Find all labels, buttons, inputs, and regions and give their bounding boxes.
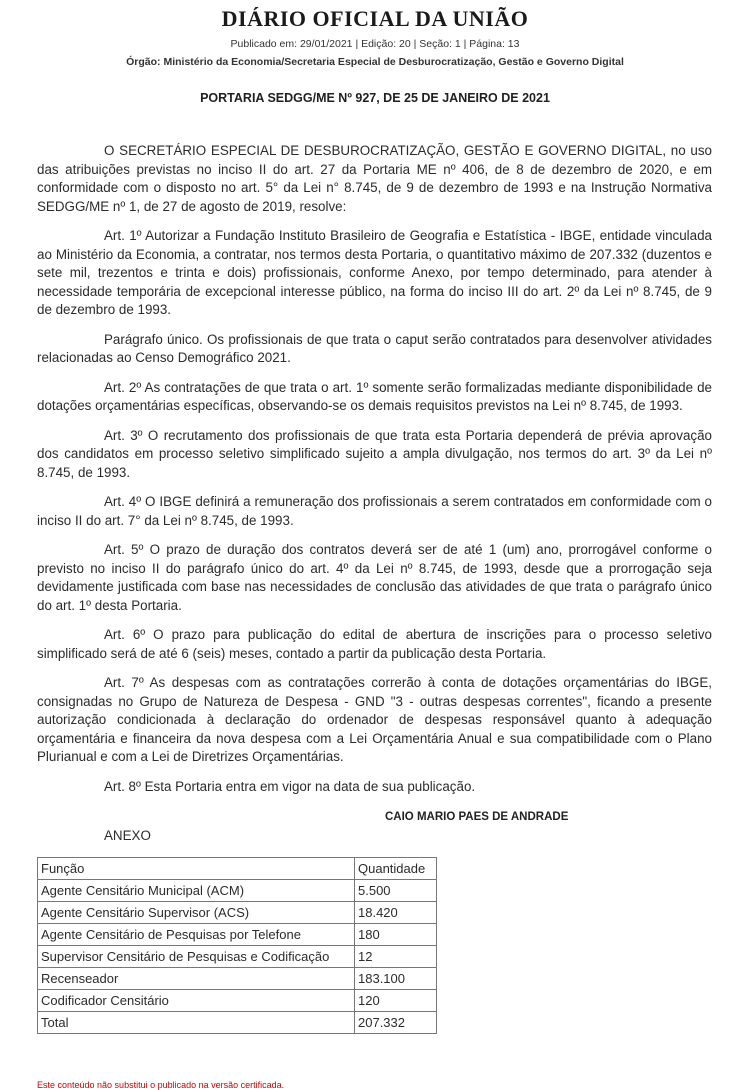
annex-label: ANEXO <box>104 828 151 843</box>
document-body <box>37 142 712 1034</box>
cell-quantity: 207.332 <box>355 1012 437 1034</box>
article-5: Art. 5º O prazo de duração dos contratos deverá ser de até 1 (um) ano, prorrogável conforme o previsto no inciso II do parágrafo único do art. 4º da Lei nº 8.745, de 1993, desde que a prorrogação seja devidamente justificada com base nas necessidades de conclusão das atividades de que trata o parágrafo único do art. 1º desta Portaria. <box>37 542 712 613</box>
sole-paragraph: Parágrafo único. Os profissionais de que trata o caput serão contratados para desenvolver atividades relacionadas ao Censo Demográfico 2021. <box>37 331 712 365</box>
document-page <box>0 6 750 1090</box>
header-quantity: Quantidade <box>355 858 437 880</box>
cell-quantity: 180 <box>355 924 437 946</box>
disclaimer-text: Este conteúdo não substitui o publicado na versão certificada. <box>37 1080 285 1090</box>
table-row <box>38 968 437 990</box>
article-3: Art. 3º O recrutamento dos profissionais de que trata esta Portaria dependerá de prévia aprovação dos candidatos em processo seletivo simplificado sujeito a ampla divulgação, nos termos do art. 3º da Lei nº 8.745, de 1993. <box>37 427 712 480</box>
cell-quantity: 183.100 <box>355 968 437 990</box>
article-7: Art. 7º As despesas com as contratações correrão à conta de dotações orçamentárias do IBGE, consignadas no Grupo de Natureza de Despesa - GND "3 - outras despesas correntes", ficando a presente autorização condicionada à declaração do ordenador de despesas responsável quanto à adequação orçamentária e financeira da nova despesa com a Lei Orçamentária Anual e sua compatibilidade com o Plano Plurianual e com a Lei de Diretrizes Orçamentárias. <box>37 675 712 764</box>
cell-quantity: 18.420 <box>355 902 437 924</box>
article-1: Art. 1º Autorizar a Fundação Instituto Brasileiro de Geografia e Estatística - IBGE, entidade vinculada ao Ministério da Economia, a contratar, nos termos desta Portaria, o quantitativo máximo de 207.332 (duzentos e sete mil, trezentos e trinta e dois) profissionais, conforme Anexo, por tempo determinado, para atender à necessidade temporária de excepcional interesse público, na forma do inciso III do art. 2º da Lei nº 8.745, de 9 de dezembro de 1993. <box>37 228 712 317</box>
cell-function: Codificador Censitário <box>38 990 355 1012</box>
article-8: Art. 8º Esta Portaria entra em vigor na data de sua publicação. <box>104 778 476 794</box>
article-4: Art. 4º O IBGE definirá a remuneração dos profissionais a serem contratados em conformidade com o inciso II do art. 7° da Lei nº 8.745, de 1993. <box>37 494 712 528</box>
table-row <box>38 902 437 924</box>
table-row <box>38 880 437 902</box>
cell-function: Recenseador <box>38 968 355 990</box>
annex-table <box>37 857 437 1034</box>
table-row <box>38 924 437 946</box>
header-function: Função <box>38 858 355 880</box>
cell-function: Agente Censitário Supervisor (ACS) <box>38 902 355 924</box>
cell-function: Total <box>38 1012 355 1034</box>
preamble-paragraph: O SECRETÁRIO ESPECIAL DE DESBUROCRATIZAÇÃO, GESTÃO E GOVERNO DIGITAL, no uso das atribuições previstas no inciso II do art. 27 da Portaria ME nº 406, de 8 de dezembro de 2020, e em conformidade com o disposto no art. 5° da Lei n° 8.745, de 9 de dezembro de 1993 e na Instrução Normativa SEDGG/ME nº 1, de 27 de agosto de 2019, resolve: <box>37 143 712 214</box>
article-6: Art. 6º O prazo para publicação do edital de abertura de inscrições para o processo seletivo simplificado será de até 6 (seis) meses, contado a partir da publicação desta Portaria. <box>37 627 712 661</box>
table-row <box>38 946 437 968</box>
article-2: Art. 2º As contratações de que trata o art. 1º somente serão formalizadas mediante disponibilidade de dotações orçamentárias específicas, observando-se os demais requisitos previstos na Lei nº 8.745, de 1993. <box>37 379 712 413</box>
table-row <box>38 990 437 1012</box>
publication-info: Publicado em: 29/01/2021 | Edição: 20 | Seção: 1 | Página: 13 <box>230 38 520 50</box>
cell-quantity: 5.500 <box>355 880 437 902</box>
cell-function: Agente Censitário de Pesquisas por Telefone <box>38 924 355 946</box>
document-title: PORTARIA SEDGG/ME Nº 927, DE 25 DE JANEIRO DE 2021 <box>200 91 550 105</box>
cell-function: Agente Censitário Municipal (ACM) <box>38 880 355 902</box>
cell-quantity: 12 <box>355 946 437 968</box>
signatory-name: CAIO MARIO PAES DE ANDRADE <box>385 811 569 823</box>
cell-function: Supervisor Censitário de Pesquisas e Codificação <box>38 946 355 968</box>
masthead-title: DIÁRIO OFICIAL DA UNIÃO <box>221 6 529 31</box>
organ-line: Órgão: Ministério da Economia/Secretaria Especial de Desburocratização, Gestão e Governo Digital <box>126 56 624 68</box>
cell-quantity: 120 <box>355 990 437 1012</box>
table-header-row <box>38 858 437 880</box>
table-total-row <box>38 1012 437 1034</box>
